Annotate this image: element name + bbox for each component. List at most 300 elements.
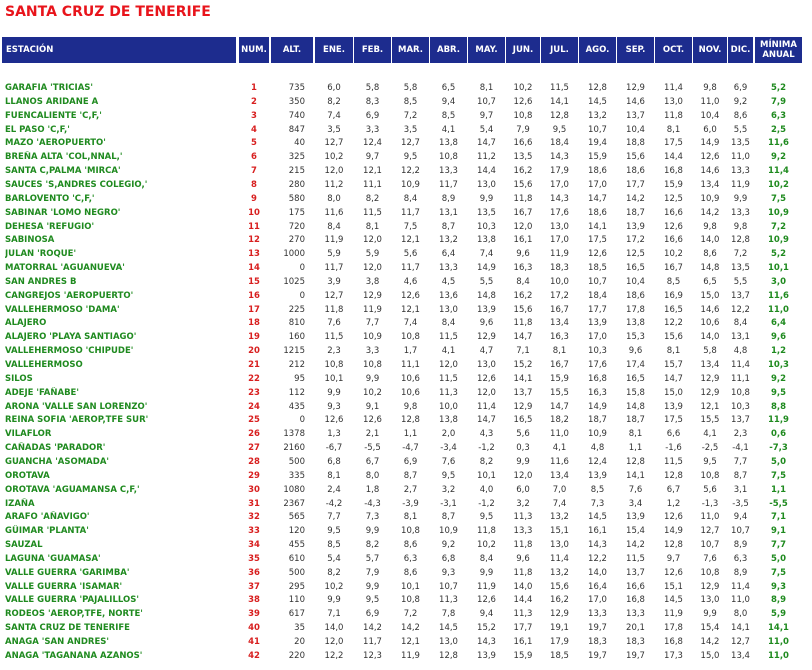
jun-min: 11,8 [513,193,533,204]
apr-min: 13,1 [439,207,458,218]
mar-min: 11,7 [401,207,420,218]
aug-min: 15,9 [588,152,607,163]
jul-min: 13,4 [550,318,569,329]
header-alt: ALT. [271,37,313,63]
table-row [0,110,812,123]
station-name: DEHESA 'REFUGIO' [5,221,95,232]
nov-min: -1,3 [701,498,719,509]
oct-min: 9,7 [666,553,681,564]
jan-min: -6,7 [325,443,343,454]
table-row [0,290,812,303]
dec-min: 11,9 [731,179,750,190]
nov-min: 5,6 [703,484,717,495]
annual-min: 11,4 [768,166,789,177]
station-number: 6 [251,152,257,163]
feb-min: 12,9 [363,290,382,301]
may-min: 9,9 [479,567,494,578]
mar-min: 7,2 [403,110,418,121]
station-number: 22 [248,373,260,384]
table-row [0,567,812,580]
jan-min: 10,2 [324,581,344,592]
station-number: 7 [251,166,257,177]
feb-min: 12,1 [363,166,382,177]
feb-min: 6,9 [365,110,380,121]
table-row [0,221,812,234]
annual-min: 0,6 [770,429,787,440]
feb-min: 12,0 [363,263,382,274]
may-min: 8,4 [479,553,494,564]
sep-min: 14,8 [626,401,645,412]
oct-min: 14,7 [664,373,683,384]
annual-min: 5,0 [770,553,787,564]
station-name: SAUZAL [5,540,43,551]
nov-min: 12,9 [700,581,720,592]
sep-min: 13,3 [626,609,645,620]
aug-min: 12,8 [588,83,607,93]
oct-min: 17,3 [664,650,683,661]
aug-min: 16,8 [588,373,607,384]
jan-min: 1,3 [327,429,341,440]
apr-min: 10,7 [439,581,458,592]
feb-min: 12,4 [363,138,382,149]
station-name: ARONA 'VALLE SAN LORENZO' [5,401,148,412]
jul-min: 14,7 [550,401,569,412]
oct-min: 8,1 [666,124,681,135]
annual-min: 7,7 [770,540,787,551]
jul-min: 18,4 [550,138,569,149]
mar-min: 8,4 [403,193,418,204]
station-number: 40 [248,623,260,634]
jan-min: 11,2 [324,179,344,190]
aug-min: 10,9 [588,429,607,440]
aug-min: 17,7 [588,304,607,315]
may-min: 11,2 [477,152,496,163]
sep-min: 9,6 [628,346,643,357]
mar-min: 6,3 [403,553,418,564]
dec-min: 13,7 [731,415,750,426]
dec-min: 13,3 [731,166,750,177]
sep-min: 12,5 [626,249,645,260]
annual-min: 10,9 [768,235,789,246]
nov-min: -2,5 [701,443,719,454]
altitude: 212 [288,360,305,370]
apr-min: 11,5 [439,373,458,384]
table-row [0,96,812,109]
jun-min: 16,2 [513,290,533,301]
feb-min: 8,3 [365,96,380,107]
jan-min: 5,4 [327,553,341,564]
aug-min: 13,2 [588,110,607,121]
feb-min: 8,0 [365,470,380,481]
mar-min: 10,6 [401,387,420,398]
jan-min: 11,8 [324,304,344,315]
table-row [0,484,812,497]
may-min: 9,5 [479,512,494,523]
jun-min: 14,1 [513,373,533,384]
altitude: 95 [294,373,305,384]
mar-min: 6,9 [403,456,418,467]
altitude: 580 [288,193,305,204]
sep-min: 18,3 [626,637,645,647]
jun-min: 9,9 [516,456,530,467]
aug-min: 10,7 [588,124,607,135]
dec-min: 12,8 [731,235,750,246]
annual-min: 9,5 [770,387,787,398]
jun-min: 10,2 [513,83,533,93]
jan-min: 12,0 [324,637,344,647]
station-number: 20 [248,346,260,357]
station-number: 38 [248,595,260,606]
annual-min: 11,0 [768,637,789,647]
may-min: 13,9 [477,650,496,661]
nov-min: 10,8 [700,567,720,578]
table-row [0,539,812,552]
station-name: VILAFLOR [5,429,52,440]
oct-min: 13,0 [664,96,683,107]
nov-min: 6,5 [703,276,717,287]
nov-min: 14,6 [700,166,720,177]
nov-min: 11,0 [700,96,720,107]
altitude: 350 [288,96,305,107]
jul-min: 17,9 [550,637,569,647]
header-ago: AGO. [579,37,616,63]
altitude: 0 [299,263,305,274]
jan-min: 3,9 [327,276,341,287]
annual-min: 10,2 [768,179,789,190]
nov-min: 12,7 [700,526,720,537]
altitude: 160 [288,332,305,343]
oct-min: 12,6 [664,221,683,232]
oct-min: 16,9 [664,290,683,301]
jul-min: 13,4 [550,470,569,481]
oct-min: 11,5 [664,456,683,467]
jun-min: 6,0 [516,484,530,495]
oct-min: 6,7 [666,484,681,495]
header-abr: ABR. [430,37,467,63]
station-name: GUANCHA 'ASOMADA' [5,456,110,467]
sep-min: 10,4 [626,124,645,135]
annual-min: 10,3 [768,360,789,370]
may-min: -1,2 [478,443,495,454]
may-min: 8,1 [479,83,494,93]
table-row [0,345,812,358]
feb-min: 5,8 [365,83,380,93]
aug-min: 17,0 [588,595,607,606]
dec-min: 8,7 [733,470,748,481]
oct-min: 16,6 [664,207,683,218]
mar-min: -3,9 [402,498,419,509]
station-name: VALLE GUERRA 'GARIMBA' [5,567,130,578]
header-nov: NOV. [693,37,727,63]
jun-min: 12,6 [513,96,533,107]
jul-min: 13,2 [550,512,569,523]
annual-min: 7,5 [770,193,787,204]
oct-min: 17,8 [664,623,683,634]
may-min: 14,9 [477,263,496,274]
station-name: CAÑADAS 'PARADOR' [5,443,106,454]
annual-min: 11,0 [768,304,789,315]
jun-min: 11,8 [513,540,533,551]
mar-min: 12,2 [401,166,420,177]
mar-min: 1,1 [403,429,418,440]
dec-min: 8,9 [733,540,748,551]
jan-min: 7,6 [327,318,341,329]
station-name: BREÑA ALTA 'COL,NNAL,' [5,152,123,163]
aug-min: 17,5 [588,235,607,246]
apr-min: 13,8 [439,415,458,426]
jul-min: 15,6 [550,581,569,592]
annual-min: 8,8 [770,401,787,412]
aug-min: 17,0 [588,332,607,343]
apr-min: 13,3 [439,166,458,177]
dec-min: 13,7 [731,290,750,301]
station-name: ALAJERO 'PLAYA SANTIAGO' [5,332,137,343]
station-name: OROTAVA [5,470,50,481]
nov-min: 12,1 [700,401,720,412]
table-row [0,193,812,206]
annual-min: 14,1 [768,623,789,634]
jun-min: 5,6 [516,429,530,440]
altitude: 0 [299,415,305,426]
dec-min: 13,5 [731,263,750,274]
altitude: 735 [288,83,305,93]
may-min: 4,0 [479,484,494,495]
oct-min: 15,6 [664,332,683,343]
dec-min: 11,4 [731,360,750,370]
altitude: 2367 [283,498,305,509]
altitude: 500 [288,567,305,578]
table-row [0,650,812,663]
station-number: 37 [248,581,260,592]
apr-min: 12,8 [439,650,458,661]
station-number: 1 [251,83,257,93]
sep-min: 1,1 [628,443,643,454]
dec-min: 9,9 [733,193,748,204]
jun-min: 11,3 [513,609,533,620]
sep-min: 13,8 [626,318,645,329]
sep-min: 18,7 [626,415,645,426]
jul-min: 10,0 [550,276,569,287]
dec-min: 6,9 [733,83,748,93]
station-name: REINA SOFIA 'AEROP,TFE SUR' [5,415,149,426]
feb-min: 12,3 [363,650,382,661]
oct-min: 11,4 [664,83,683,93]
mar-min: 10,8 [401,332,420,343]
jul-min: 14,3 [550,152,569,163]
apr-min: 12,0 [439,360,458,370]
mar-min: 11,1 [401,360,420,370]
jun-min: 12,0 [513,470,533,481]
feb-min: 3,8 [365,276,380,287]
aug-min: 13,9 [588,470,607,481]
feb-min: 8,2 [365,193,380,204]
may-min: 14,8 [477,290,496,301]
aug-min: 14,3 [588,540,607,551]
header-dic: DIC. [728,37,753,63]
apr-min: 13,8 [439,138,458,149]
apr-min: 4,1 [441,124,456,135]
aug-min: 12,6 [588,249,607,260]
sep-min: 11,5 [626,553,645,564]
station-number: 24 [248,401,260,412]
oct-min: 1,2 [666,498,681,509]
mar-min: 7,5 [403,221,418,232]
dec-min: 13,3 [731,207,750,218]
dec-min: 11,0 [731,595,750,606]
altitude: 2160 [283,443,305,454]
dec-min: 13,1 [731,332,750,343]
jul-min: 18,2 [550,415,569,426]
sep-min: 16,8 [626,595,645,606]
altitude: 1080 [283,484,305,495]
oct-min: 15,0 [664,387,683,398]
table-row [0,373,812,386]
may-min: 5,4 [479,124,494,135]
header-jun: JUN. [506,37,540,63]
jan-min: 7,1 [327,609,341,620]
oct-min: 12,8 [664,470,683,481]
oct-min: 16,5 [664,304,683,315]
may-min: 10,7 [477,96,496,107]
altitude: 335 [288,470,305,481]
dec-min: 12,2 [731,304,750,315]
station-name: ADEJE 'FAÑABE' [5,387,79,398]
aug-min: 4,8 [590,443,605,454]
table-row [0,525,812,538]
feb-min: 7,7 [365,318,380,329]
jul-min: 11,5 [550,83,569,93]
dec-min: 5,5 [733,276,748,287]
table-row [0,470,812,483]
apr-min: 4,5 [441,276,456,287]
altitude: 1215 [283,346,305,357]
apr-min: 13,0 [439,637,458,647]
mar-min: 9,8 [403,401,418,412]
jul-min: 17,0 [550,235,569,246]
nov-min: 15,4 [700,623,720,634]
table-row [0,317,812,330]
altitude: 280 [288,179,305,190]
may-min: 10,3 [477,221,496,232]
oct-min: 15,9 [664,179,683,190]
altitude: 175 [288,207,305,218]
sep-min: 7,6 [628,484,643,495]
feb-min: 9,9 [365,526,380,537]
dec-min: 4,8 [733,346,748,357]
table-row [0,248,812,261]
jul-min: 11,9 [550,249,569,260]
jul-min: 17,9 [550,166,569,177]
jul-min: 19,1 [550,623,569,634]
jul-min: 14,3 [550,193,569,204]
dec-min: 11,1 [731,373,750,384]
may-min: 15,2 [477,623,496,634]
mar-min: 7,2 [403,609,418,620]
aug-min: 16,3 [588,387,607,398]
feb-min: -4,3 [364,498,381,509]
aug-min: 18,3 [588,637,607,647]
sep-min: 13,9 [626,221,645,232]
jun-min: 15,9 [513,650,533,661]
may-min: 4,7 [479,346,494,357]
station-name: LLANOS ARIDANE A [5,96,99,107]
jan-min: -4,2 [325,498,343,509]
apr-min: 3,2 [441,484,456,495]
feb-min: 11,1 [363,179,382,190]
station-name: CANGREJOS 'AEROPUERTO' [5,290,134,301]
annual-min: 1,1 [770,484,787,495]
station-name: RODEOS 'AEROP,TFE, NORTE' [5,609,143,620]
station-number: 8 [251,179,257,190]
annual-min: 7,2 [770,221,787,232]
jan-min: 11,6 [324,207,344,218]
sep-min: 8,1 [628,429,643,440]
feb-min: 7,9 [365,567,380,578]
jul-min: 15,5 [550,387,569,398]
jun-min: 14,7 [513,332,533,343]
sep-min: 18,7 [626,207,645,218]
apr-min: 8,4 [441,318,456,329]
jan-min: 9,3 [327,401,341,412]
station-name: ANAGA 'TAGANANA AZANOS' [5,650,143,661]
aug-min: 13,9 [588,318,607,329]
jan-min: 11,7 [324,263,344,274]
jun-min: 7,9 [516,124,530,135]
may-min: 11,4 [477,401,496,412]
mar-min: 10,9 [401,179,420,190]
annual-min: 5,2 [770,249,787,260]
apr-min: 6,4 [441,249,456,260]
altitude: 720 [288,221,305,232]
station-number: 42 [248,650,260,661]
dec-min: 7,2 [733,249,748,260]
altitude: 225 [288,304,305,315]
dec-min: 11,4 [731,581,750,592]
sep-min: 17,4 [626,360,645,370]
mar-min: 10,1 [401,581,420,592]
altitude: 220 [288,650,305,661]
annual-min: 6,3 [770,110,787,121]
may-min: 13,0 [477,360,496,370]
may-min: 14,7 [477,415,496,426]
apr-min: 2,0 [441,429,456,440]
feb-min: 11,5 [363,207,382,218]
feb-min: 1,8 [365,484,380,495]
may-min: 9,6 [479,318,494,329]
station-number: 10 [248,207,260,218]
aug-min: 14,9 [588,401,607,412]
station-name: SILOS [5,373,33,384]
nov-min: 14,2 [700,637,720,647]
annual-min: 3,0 [770,276,787,287]
aug-min: 12,2 [588,553,607,564]
jun-min: 9,6 [516,553,530,564]
station-name: ANAGA 'SAN ANDRES' [5,637,109,647]
dec-min: 5,5 [733,124,748,135]
aug-min: 18,6 [588,207,607,218]
jun-min: 10,8 [513,110,533,121]
mar-min: 11,7 [401,263,420,274]
apr-min: 10,8 [439,152,458,163]
table-row [0,414,812,427]
jan-min: 14,0 [324,623,344,634]
altitude: 435 [288,401,305,412]
jun-min: 11,3 [513,512,533,523]
annual-min: 11,6 [768,290,789,301]
jun-min: 3,2 [516,498,530,509]
nov-min: 13,4 [700,179,720,190]
header-station: ESTACIÓN [2,37,236,63]
